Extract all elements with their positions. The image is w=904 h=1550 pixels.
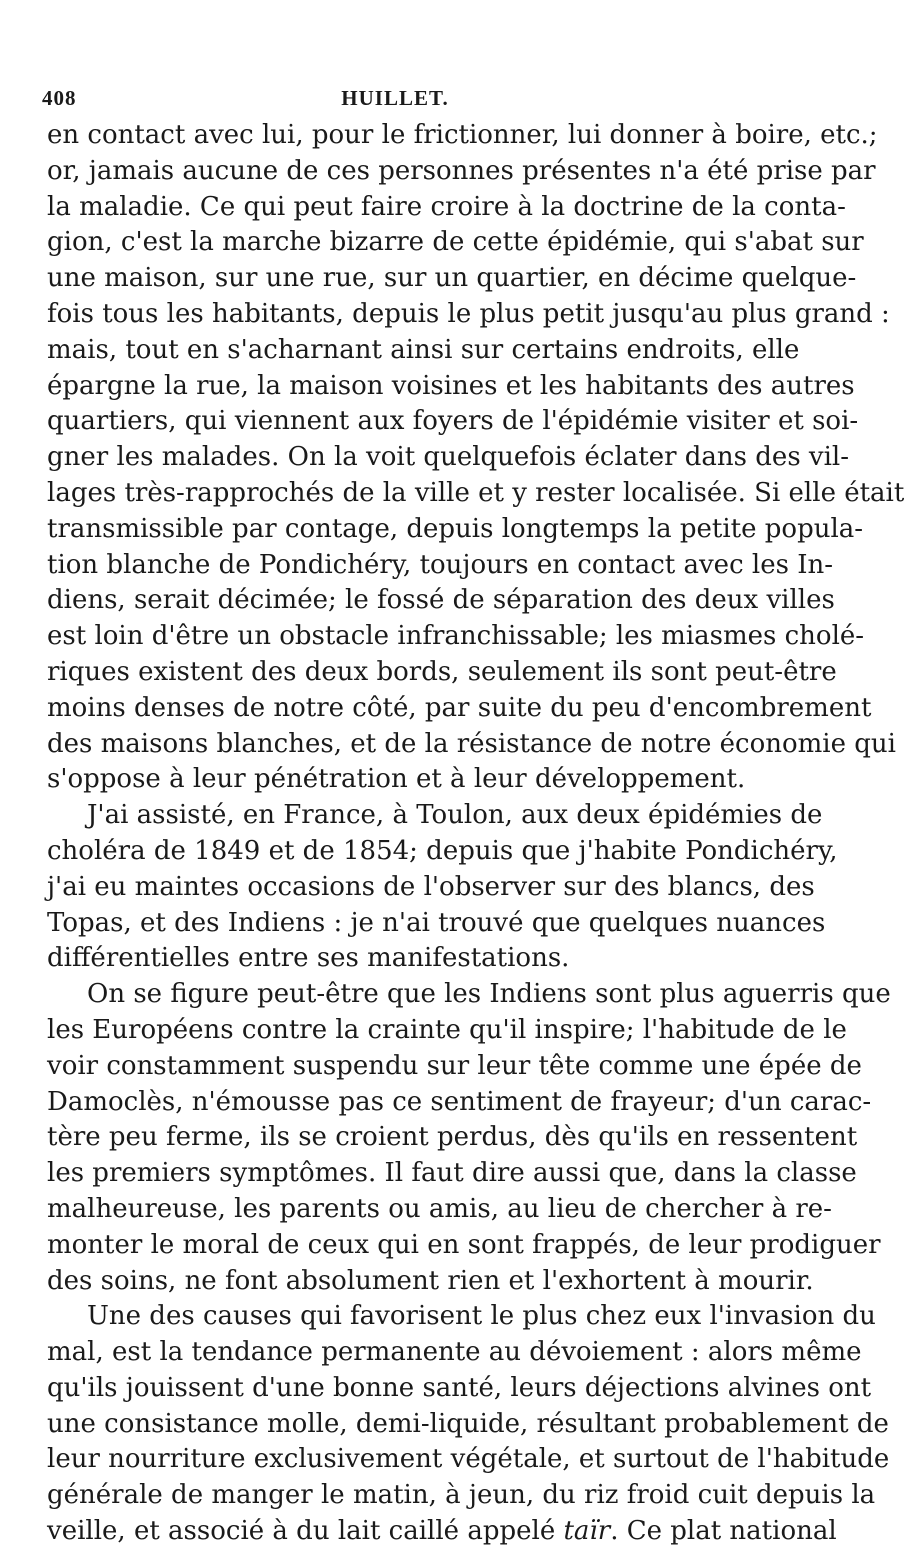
text-line: la maladie. Ce qui peut faire croire à la doctrine de la conta- [47, 191, 846, 222]
paragraph-end-line: des soins, ne font absolument rien et l'exhortent à mourir. [47, 1265, 814, 1296]
text-line: des maisons blanches, et de la résistance de notre économie qui [47, 728, 896, 759]
italic-term: taïr [563, 1516, 611, 1547]
text-line: tère peu ferme, ils se croient perdus, dès qu'ils en ressentent [47, 1122, 858, 1153]
text-line: les premiers symptômes. Il faut dire aussi que, dans la classe [47, 1158, 857, 1189]
text-line: fois tous les habitants, depuis le plus petit jusqu'au plus grand : [47, 298, 890, 329]
text-line: lages très-rapprochés de la ville et y rester localisée. Si elle était [47, 477, 904, 508]
text-line: malheureuse, les parents ou amis, au lieu de chercher à re- [47, 1193, 832, 1224]
final-line-start: veille, et associé à du lait caillé appelé [47, 1516, 564, 1547]
paragraph-end-line: s'oppose à leur pénétration et à leur développement. [47, 764, 746, 795]
text-line: or, jamais aucune de ces personnes présentes n'a été prise par [47, 155, 876, 186]
text-line: en contact avec lui, pour le frictionner, lui donner à boire, etc.; [47, 120, 878, 150]
text-line: mais, tout en s'acharnant ainsi sur certains endroits, elle [47, 334, 800, 365]
text-line: j'ai eu maintes occasions de l'observer sur des blancs, des [47, 871, 815, 902]
text-line: monter le moral de ceux qui en sont frappés, de leur prodiguer [47, 1229, 881, 1260]
text-line: une consistance molle, demi-liquide, résultant probablement de [47, 1408, 889, 1439]
text-line: tion blanche de Pondichéry, toujours en contact avec les In- [47, 549, 834, 580]
text-line: gion, c'est la marche bizarre de cette épidémie, qui s'abat sur [47, 227, 864, 258]
text-line: leur nourriture exclusivement végétale, et surtout de l'habitude [47, 1444, 890, 1475]
text-line: transmissible par contage, depuis longtemps la petite popula- [47, 513, 864, 544]
text-line: quartiers, qui viennent aux foyers de l'épidémie visiter et soi- [47, 406, 859, 437]
text-line: choléra de 1849 et de 1854; depuis que j'habite Pondichéry, [47, 835, 838, 866]
text-line: qu'ils jouissent d'une bonne santé, leurs déjections alvines ont [47, 1372, 872, 1403]
page-number: 408 [42, 86, 77, 110]
running-head: HUILLET. [341, 86, 449, 110]
text-line: générale de manger le matin, à jeun, du riz froid cuit depuis la [47, 1480, 876, 1511]
text-line: est loin d'être un obstacle infranchissable; les miasmes cholé- [47, 621, 865, 652]
text-line: voir constamment suspendu sur leur tête comme une épée de [47, 1050, 862, 1081]
text-line: les Européens contre la crainte qu'il inspire; l'habitude de le [47, 1014, 847, 1045]
text-line: riques existent des deux bords, seulement ils sont peut-être [47, 656, 837, 687]
text-line: une maison, sur une rue, sur un quartier, en décime quelque- [47, 263, 857, 294]
text-line: moins denses de notre côté, par suite du peu d'encombrement [47, 692, 872, 723]
text-line: Topas, et des Indiens : je n'ai trouvé que quelques nuances [47, 907, 826, 938]
text-line: Damoclès, n'émousse pas ce sentiment de frayeur; d'un carac- [47, 1086, 872, 1117]
paragraph-start-line: On se figure peut-être que les Indiens sont plus aguerris que [87, 979, 891, 1010]
text-line: épargne la rue, la maison voisines et les habitants des autres [47, 370, 855, 401]
text-line: gner les malades. On la voit quelquefois éclater dans des vil- [47, 442, 850, 473]
paragraph-end-line: différentielles entre ses manifestations. [47, 943, 570, 974]
text-line-final [47, 1514, 837, 1550]
page-header [40, 86, 750, 116]
text-line: diens, serait décimée; le fossé de séparation des deux villes [47, 585, 835, 616]
text-line: mal, est la tendance permanente au dévoiement : alors même [47, 1337, 862, 1368]
paragraph-start-line: Une des causes qui favorisent le plus chez eux l'invasion du [87, 1301, 876, 1332]
paragraph-start-line: J'ai assisté, en France, à Toulon, aux deux épidémies de [87, 800, 823, 831]
final-line-end: . Ce plat national [610, 1516, 837, 1547]
body-text [47, 118, 904, 1550]
